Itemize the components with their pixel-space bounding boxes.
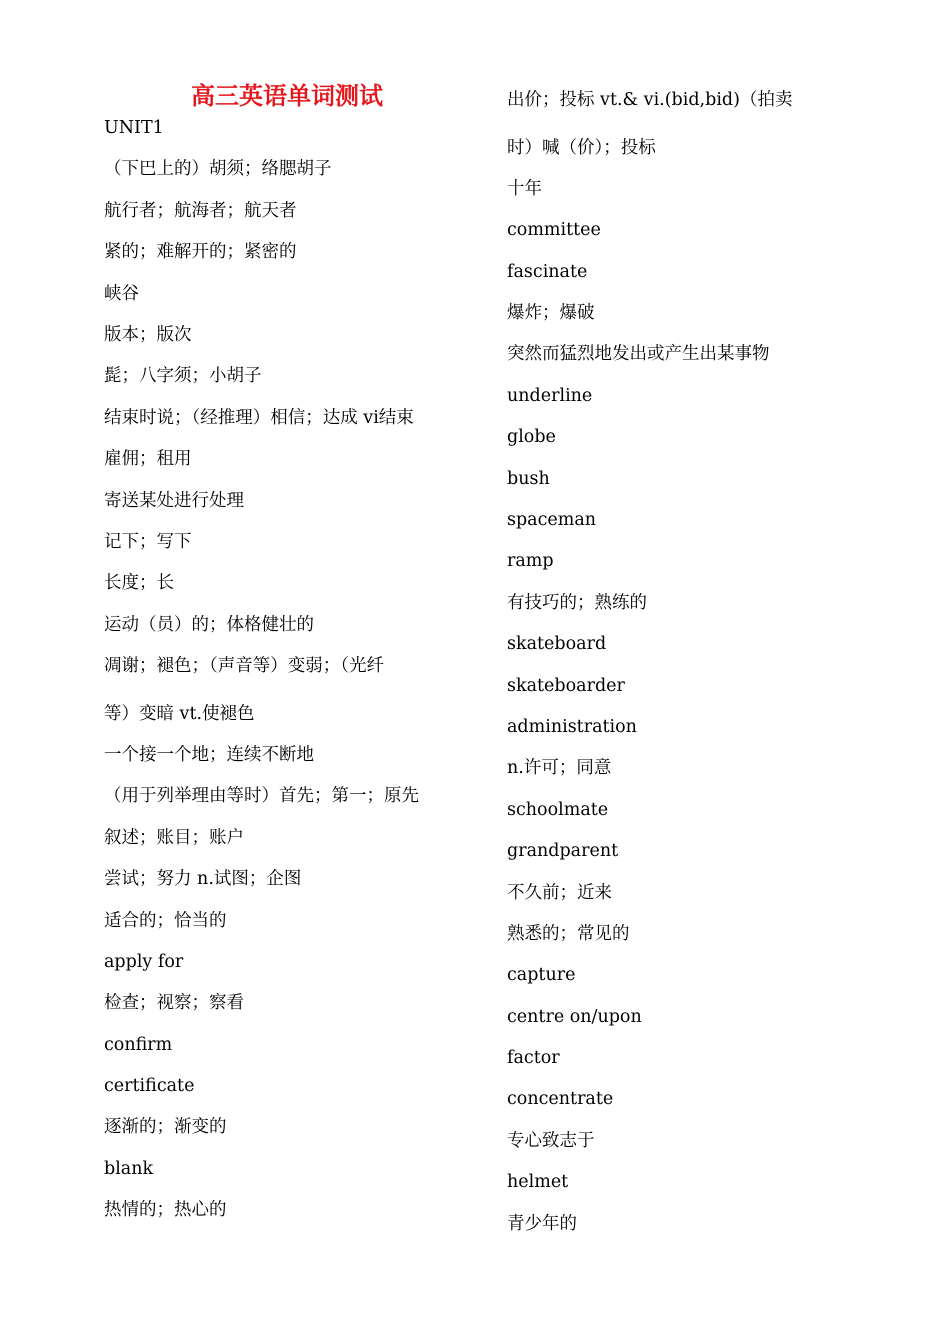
left-line: 航行者；航海者；航天者 (104, 200, 297, 221)
right-line: 突然而猛烈地发出或产生出某事物 (507, 344, 770, 365)
left-line: 逐渐的；渐变的 (104, 1117, 227, 1138)
right-line: skateboard (507, 634, 607, 655)
left-line: 雇佣；租用 (104, 449, 192, 470)
right-line: 青少年的 (507, 1213, 577, 1234)
right-line: 十年 (507, 178, 542, 199)
right-line: 爆炸；爆破 (507, 303, 595, 324)
right-line: concentrate (507, 1089, 614, 1110)
right-line: spaceman (507, 510, 597, 531)
right-line: n.许可；同意 (507, 758, 612, 779)
right-line: ramp (507, 551, 554, 572)
right-line: 不久前；近来 (507, 882, 612, 903)
right-line: 有技巧的；熟练的 (507, 592, 647, 613)
right-line: 熟悉的；常见的 (507, 923, 630, 944)
left-line: apply for (104, 951, 184, 972)
left-line: 等）变暗 vt.使褪色 (104, 703, 255, 724)
left-line: 记下；写下 (104, 531, 192, 552)
left-line: 适合的；恰当的 (104, 910, 227, 931)
right-line: underline (507, 385, 593, 406)
right-line: helmet (507, 1172, 569, 1193)
right-line: globe (507, 427, 556, 448)
left-line: 峡谷 (104, 283, 139, 304)
left-line: 结束时说；（经推理）相信；达成 vi结束 (104, 407, 414, 428)
left-line: （下巴上的）胡须；络腮胡子 (104, 159, 332, 180)
left-line: 运动（员）的；体格健壮的 (104, 614, 314, 635)
right-line: skateboarder (507, 675, 625, 696)
left-line: 尝试；努力 n.试图；企图 (104, 869, 302, 890)
left-line: 髭；八字须；小胡子 (104, 366, 262, 387)
right-line: 出价；投标 vt.& vi.(bid,bid)（拍卖 (507, 90, 793, 110)
document-title: 高三英语单词测试 (191, 81, 383, 110)
right-line: grandparent (507, 841, 619, 862)
right-line: 时）喊（价）；投标 (507, 137, 656, 158)
left-line: 紧的；难解开的；紧密的 (104, 242, 297, 263)
right-line: capture (507, 965, 576, 986)
left-line: blank (104, 1158, 154, 1179)
left-line: 叙述；账目；账户 (104, 827, 244, 848)
right-line: administration (507, 716, 637, 737)
left-line: confirm (104, 1034, 173, 1055)
left-line: （用于列举理由等时）首先；第一；原先 (104, 786, 419, 807)
right-line: bush (507, 468, 550, 489)
right-line: 专心致志于 (507, 1130, 595, 1151)
left-line: 检查；视察；察看 (104, 993, 244, 1014)
left-column (104, 108, 484, 1232)
right-line: factor (507, 1048, 560, 1069)
left-line: 版本；版次 (104, 324, 192, 345)
left-line: 长度；长 (104, 573, 174, 594)
right-line: fascinate (507, 261, 588, 282)
left-line: UNIT1 (104, 118, 164, 138)
right-column (507, 80, 852, 1245)
left-line: 一个接一个地；连续不断地 (104, 744, 314, 765)
right-line: committee (507, 220, 601, 241)
right-line: schoolmate (507, 799, 609, 820)
right-line: centre on/upon (507, 1006, 642, 1027)
left-line: certificate (104, 1076, 195, 1097)
left-line: 寄送某处进行处理 (104, 490, 244, 511)
left-line: 凋谢；褪色；（声音等）变弱；（光纤 (104, 656, 384, 677)
left-line: 热情的；热心的 (104, 1200, 227, 1221)
